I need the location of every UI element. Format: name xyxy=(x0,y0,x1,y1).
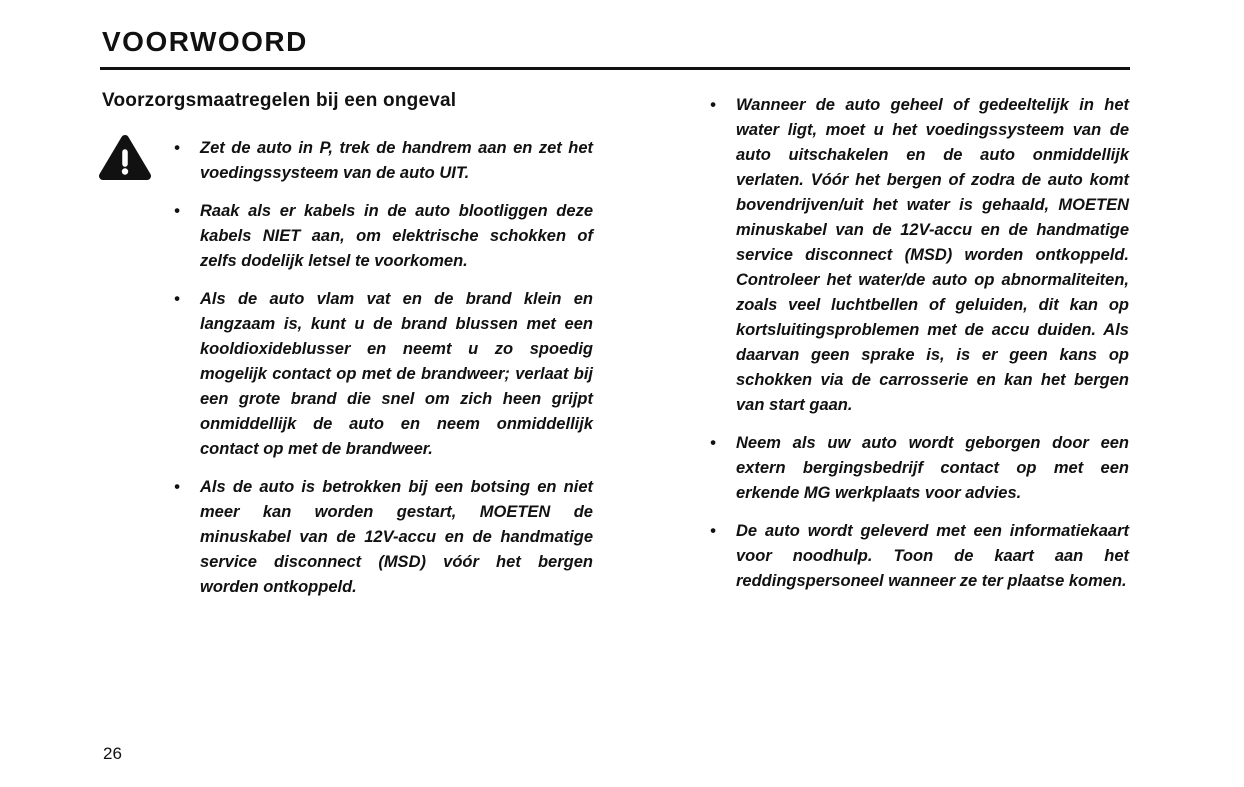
bullet-text: Neem als uw auto wordt geborgen door een extern bergingsbedrijf contact op met een erkende MG werkplaats voor advies. xyxy=(736,434,1129,502)
bullet-marker: • xyxy=(174,290,180,308)
bullet-text: De auto wordt geleverd met een informatiekaart voor noodhulp. Toon de kaart aan het reddingspersoneel wanneer ze ter plaatse komen. xyxy=(736,522,1129,590)
section-heading: Voorzorgsmaatregelen bij een ongeval xyxy=(102,90,457,111)
bullet-text: Als de auto vlam vat en de brand klein en langzaam is, kunt u de brand blussen met een kooldioxideblusser en neemt u zo spoedig mogelijk contact op met de brandweer; verlaat bij een grote brand die snel om zich heen grijpt onmiddellijk de auto en neem onmiddellijk contact op met de brandweer. xyxy=(200,290,593,458)
list-item xyxy=(172,136,593,186)
warning-icon xyxy=(98,133,152,183)
bullet-marker: • xyxy=(710,522,716,540)
bullet-marker: • xyxy=(174,202,180,220)
bullet-marker: • xyxy=(174,139,180,157)
right-bullet-list xyxy=(708,93,1129,607)
page-number: 26 xyxy=(103,744,122,763)
page-title: VOORWOORD xyxy=(102,26,308,57)
bullet-text: Wanneer de auto geheel of gedeeltelijk in het water ligt, moet u het voedingssysteem van de auto uitschakelen en de auto onmiddellijk verlaten. Vóór het bergen of zodra de auto komt bovendrijven/uit het water is gehaald, MOETEN minuskabel van de 12V-accu en de handmatige service disconnect (MSD) worden ontkoppeld. Controleer het water/de auto op abnormaliteiten, zoals veel luchtbellen of geluiden, dit kan op kortsluitingsproblemen met de accu duiden. Als daarvan geen sprake is, is er geen kans op schokken via de carrosserie en kan het bergen van start gaan. xyxy=(736,96,1129,414)
list-item xyxy=(708,431,1129,506)
bullet-text: Als de auto is betrokken bij een botsing en niet meer kan worden gestart, MOETEN de minuskabel van de 12V-accu en de handmatige service disconnect (MSD) vóór het bergen worden ontkoppeld. xyxy=(200,478,593,596)
bullet-marker: • xyxy=(710,96,716,114)
header-divider xyxy=(100,67,1130,70)
list-item xyxy=(708,93,1129,418)
list-item xyxy=(708,519,1129,594)
list-item xyxy=(172,287,593,462)
bullet-text: Zet de auto in P, trek de handrem aan en zet het voedingssysteem van de auto UIT. xyxy=(200,139,593,182)
left-bullet-list xyxy=(172,136,593,613)
bullet-text: Raak als er kabels in de auto blootliggen deze kabels NIET aan, om elektrische schokken of zelfs dodelijk letsel te voorkomen. xyxy=(200,202,593,270)
bullet-marker: • xyxy=(710,434,716,452)
list-item xyxy=(172,475,593,600)
list-item xyxy=(172,199,593,274)
bullet-marker: • xyxy=(174,478,180,496)
